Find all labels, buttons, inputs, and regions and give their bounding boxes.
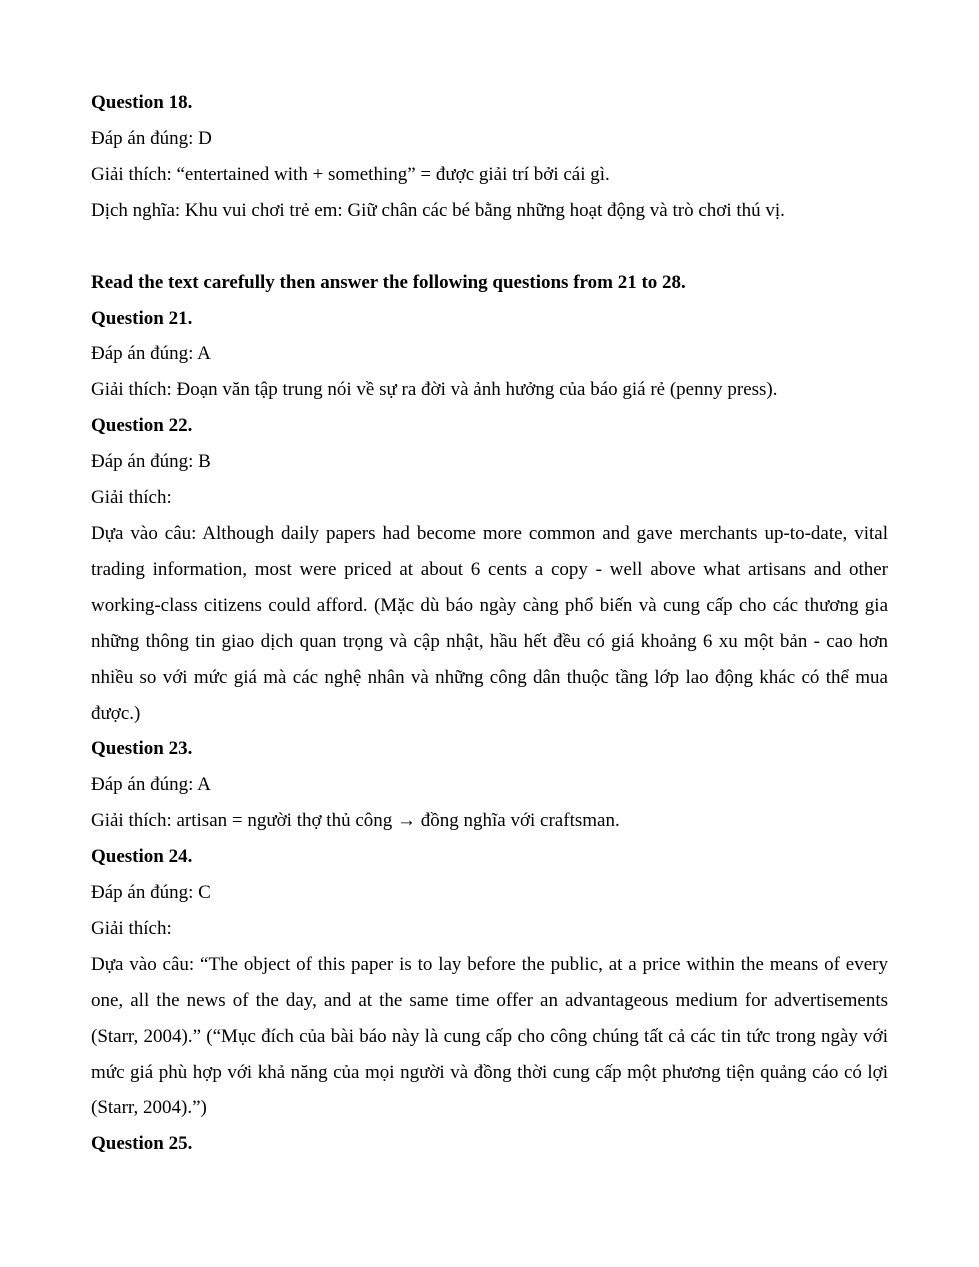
question-18-explanation: Giải thích: “entertained with + something” = được giải trí bởi cái gì. xyxy=(91,163,610,185)
question-24-answer: Đáp án đúng: C xyxy=(91,882,211,904)
question-23-answer: Đáp án đúng: A xyxy=(91,774,211,796)
question-18-answer: Đáp án đúng: D xyxy=(91,127,212,149)
question-23-heading: Question 23. xyxy=(91,738,193,760)
question-18-heading: Question 18. xyxy=(91,92,193,113)
question-21-explanation: Giải thích: Đoạn văn tập trung nói về sự ra đời và ảnh hưởng của báo giá rẻ (penny press). xyxy=(91,379,778,401)
question-18-translation: Dịch nghĩa: Khu vui chơi trẻ em: Giữ chân các bé bằng những hoạt động và trò chơi thú vị. xyxy=(91,199,785,221)
document-page xyxy=(91,85,888,1162)
question-24-heading: Question 24. xyxy=(91,846,193,868)
question-22-paragraph: Dựa vào câu: Although daily papers had become more common and gave merchants up-to-date, vital trading information, most were priced at about 6 cents a copy - well above what artisans and other working-class citizens could afford. (Mặc dù báo ngày càng phổ biến và cung cấp cho các thương gia những thông tin giao dịch quan trọng và cập nhật, hầu hết đều có giá khoảng 6 xu một bản - cao hơn nhiều so với mức giá mà các nghệ nhân và những công dân thuộc tầng lớp lao động khác có thể mua được.) xyxy=(91,522,888,724)
question-25-heading: Question 25. xyxy=(91,1133,193,1155)
question-24-explanation-label: Giải thích: xyxy=(91,917,172,939)
question-22-heading: Question 22. xyxy=(91,415,193,437)
question-23-explanation: Giải thích: artisan = người thợ thủ công → đồng nghĩa với craftsman. xyxy=(91,810,620,832)
question-21-heading: Question 21. xyxy=(91,307,193,329)
question-21-answer: Đáp án đúng: A xyxy=(91,343,211,365)
section-heading: Read the text carefully then answer the following questions from 21 to 28. xyxy=(91,271,686,293)
section-spacer xyxy=(91,229,888,265)
question-24-paragraph: Dựa vào câu: “The object of this paper is to lay before the public, at a price within the means of every one, all the news of the day, and at the same time offer an advantageous medium for advertisements (Starr, 2004).” (“Mục đích của bài báo này là cung cấp cho công chúng tất cả các tin tức trong ngày với mức giá phù hợp với khả năng của mọi người và đồng thời cung cấp một phương tiện quảng cáo có lợi (Starr, 2004).”) xyxy=(91,953,888,1119)
question-22-explanation-label: Giải thích: xyxy=(91,487,172,509)
question-22-answer: Đáp án đúng: B xyxy=(91,451,211,473)
